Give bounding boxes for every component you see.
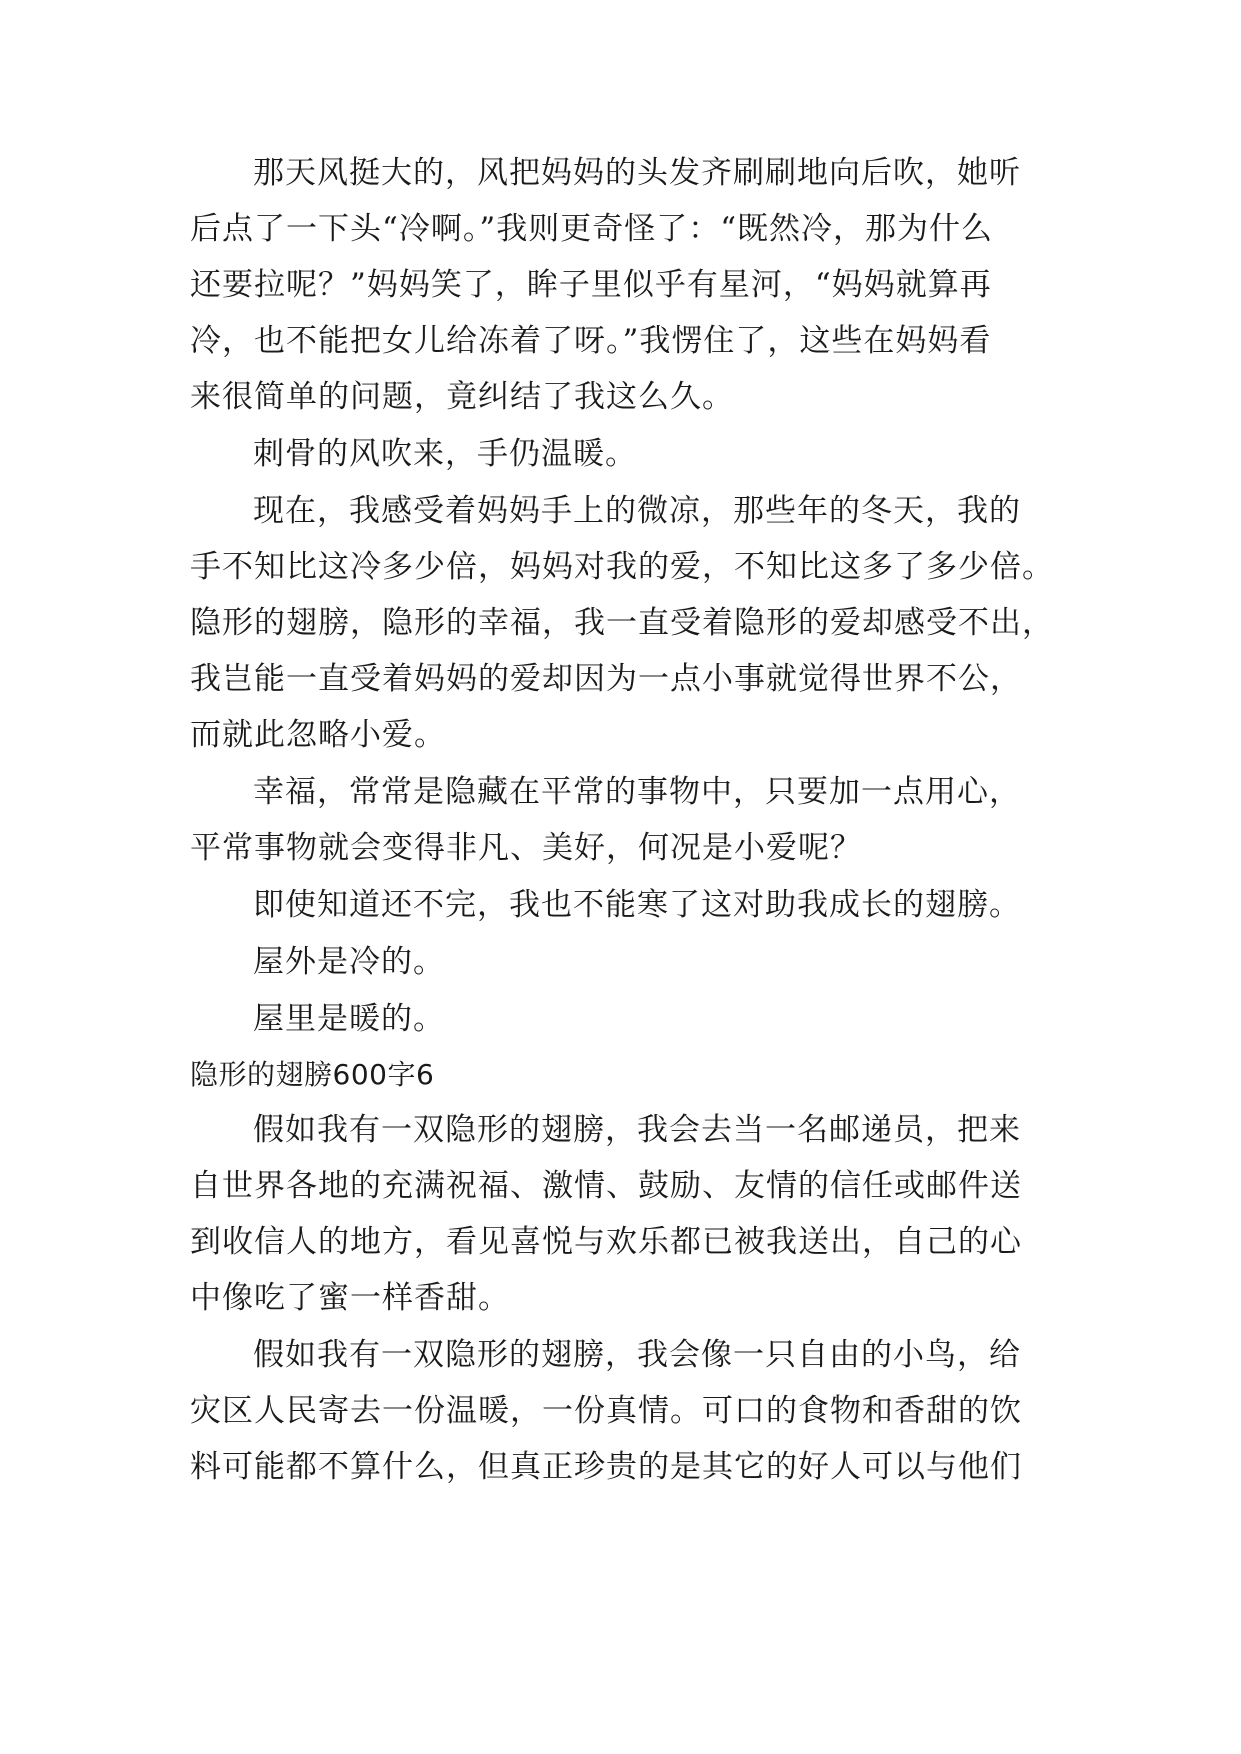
paragraph-line: 中像吃了蜜一样香甜。 — [190, 1280, 510, 1316]
paragraph-line: 料可能都不算什么，但真正珍贵的是其它的好人可以与他们 — [190, 1449, 1022, 1485]
paragraph-line: 隐形的翅膀，隐形的幸福，我一直受着隐形的爱却感受不出， — [190, 605, 1054, 641]
paragraph-line: 屋里是暖的。 — [253, 1001, 445, 1037]
paragraph-line: 平常事物就会变得非凡、美好，何况是小爱呢？ — [190, 830, 862, 866]
paragraph-line: 手不知比这冷多少倍，妈妈对我的爱，不知比这多了多少倍。 — [190, 549, 1054, 585]
paragraph-line: 屋外是冷的。 — [253, 944, 445, 980]
paragraph-line: 灾区人民寄去一份温暖，一份真情。可口的食物和香甜的饮 — [190, 1393, 1022, 1429]
paragraph-line: 即使知道还不完，我也不能寒了这对助我成长的翅膀。 — [253, 887, 1021, 923]
paragraph-line: 而就此忽略小爱。 — [190, 717, 446, 753]
paragraph-line: 现在，我感受着妈妈手上的微凉，那些年的冬天，我的 — [253, 493, 1021, 529]
paragraph-line: 还要拉呢？”妈妈笑了，眸子里似乎有星河，“妈妈就算再 — [190, 267, 992, 303]
paragraph-line: 来很简单的问题，竟纠结了我这么久。 — [190, 379, 734, 415]
paragraph-line: 假如我有一双隐形的翅膀，我会去当一名邮递员，把来 — [253, 1112, 1021, 1148]
paragraph-line: 假如我有一双隐形的翅膀，我会像一只自由的小鸟，给 — [253, 1337, 1021, 1373]
paragraph-line: 刺骨的风吹来，手仍温暖。 — [253, 436, 637, 472]
paragraph-line: 我岂能一直受着妈妈的爱却因为一点小事就觉得世界不公， — [190, 661, 1022, 697]
paragraph-line: 后点了一下头“冷啊。”我则更奇怪了：“既然冷，那为什么 — [190, 211, 994, 247]
paragraph-line: 冷，也不能把女儿给冻着了呀。”我愣住了，这些在妈妈看 — [190, 323, 992, 359]
paragraph-line: 幸福，常常是隐藏在平常的事物中，只要加一点用心， — [253, 774, 1021, 810]
paragraph-line: 到收信人的地方，看见喜悦与欢乐都已被我送出，自己的心 — [190, 1224, 1022, 1260]
paragraph-line: 那天风挺大的，风把妈妈的头发齐刷刷地向后吹，她听 — [253, 155, 1021, 191]
section-heading: 隐形的翅膀600字6 — [190, 1058, 435, 1091]
paragraph-line: 自世界各地的充满祝福、激情、鼓励、友情的信任或邮件送 — [190, 1168, 1022, 1204]
